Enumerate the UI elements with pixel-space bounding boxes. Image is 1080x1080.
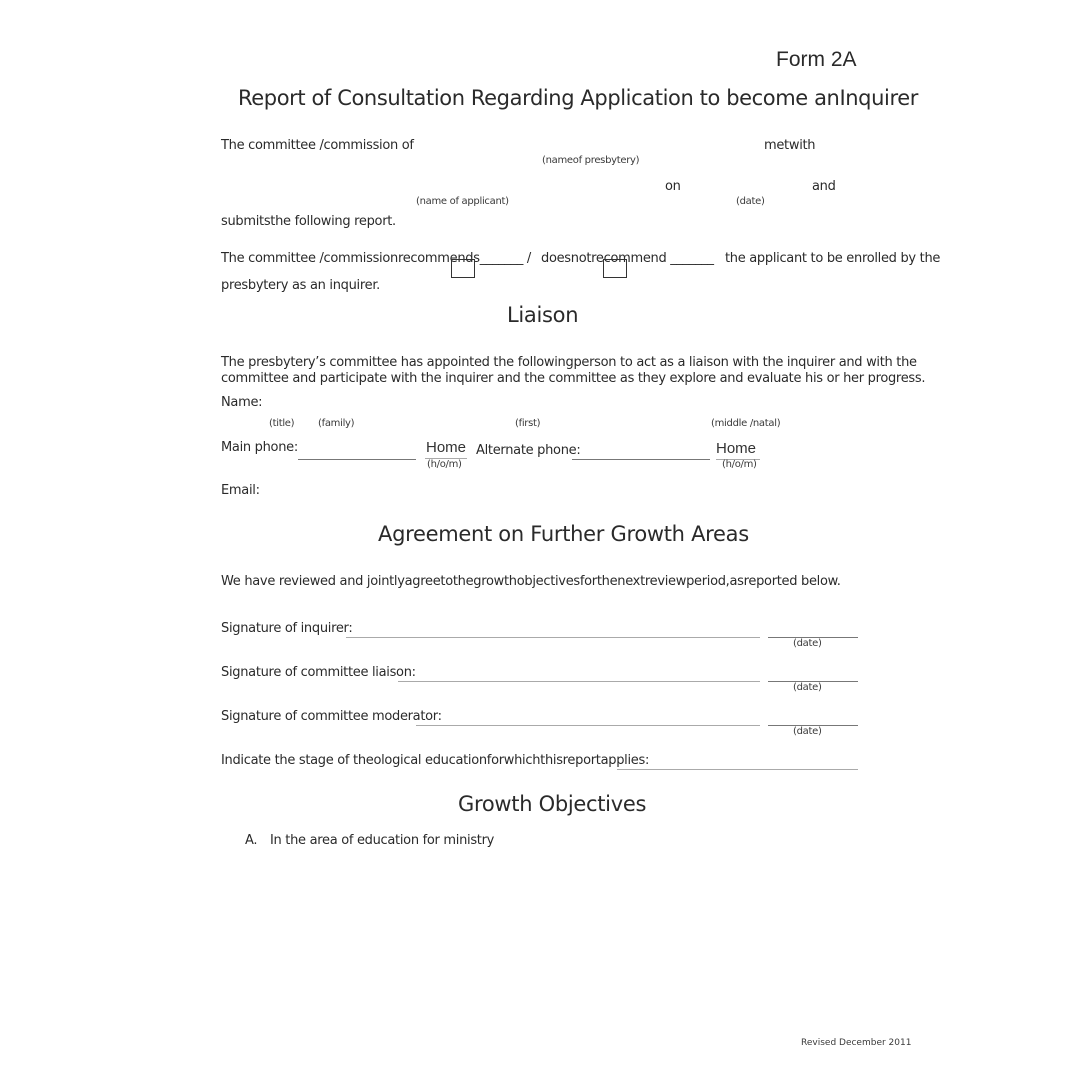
email-input[interactable] (266, 483, 856, 499)
form-id: Form 2A (776, 48, 857, 71)
recommend-suffix-text: the applicant to be enrolled by the (725, 251, 941, 266)
alt-phone-type-select[interactable]: Home (716, 440, 757, 457)
agreement-heading: Agreement on Further Growth Areas (378, 522, 749, 546)
main-phone-label: Main phone: (221, 440, 298, 455)
item-a-marker: A. (245, 833, 258, 848)
inquirer-signature-input[interactable] (346, 621, 760, 637)
liaison-paragraph-line1: The presbytery’s committee has appointed the followingperson to act as a liaison with the inquirer and with the (221, 355, 917, 370)
met-with-label: metwith (764, 138, 816, 153)
presbytery-hint: (nameof presbytery) (542, 155, 640, 166)
main-phone-type-select[interactable]: Home (426, 439, 467, 456)
on-label: on (665, 179, 681, 194)
alt-phone-input[interactable] (572, 442, 710, 458)
recommend-line2: presbytery as an inquirer. (221, 278, 380, 293)
moderator-signature-label: Signature of committee moderator: (221, 709, 442, 724)
and-label: and (812, 179, 836, 194)
submits-report-text: submitsthe following report. (221, 214, 396, 229)
first-hint: (first) (515, 418, 541, 429)
alt-phone-type-hint: (h/o/m) (722, 459, 757, 470)
liaison-paragraph (221, 355, 941, 387)
committee-line-prefix: The committee /commission of (221, 138, 414, 153)
liaison-date-input[interactable] (768, 665, 858, 681)
liaison-signature-line (398, 681, 760, 682)
moderator-date-hint: (date) (793, 726, 822, 737)
name-label: Name: (221, 395, 263, 410)
consultation-date-input[interactable] (690, 179, 805, 195)
middle-hint: (middle /natal) (711, 418, 781, 429)
recommends-text: The committee /commissionrecommends_______ / (221, 251, 532, 266)
item-a-text: In the area of education for ministry (270, 833, 495, 848)
inquirer-date-hint: (date) (793, 638, 822, 649)
main-phone-input[interactable] (298, 442, 416, 458)
liaison-date-hint: (date) (793, 682, 822, 693)
liaison-signature-label: Signature of committee liaison: (221, 665, 416, 680)
alt-phone-label: Alternate phone: (476, 443, 581, 458)
does-not-recommend-text: doesnotrecommend _______ (541, 251, 714, 266)
liaison-heading: Liaison (507, 303, 579, 327)
recommends-checkbox[interactable] (451, 259, 475, 278)
liaison-signature-input[interactable] (398, 665, 760, 681)
family-hint: (family) (318, 418, 355, 429)
liaison-paragraph-line2: committee and participate with the inquirer and the committee as they explore and evaluate his or her progress. (221, 371, 926, 386)
main-phone-underline (298, 459, 416, 460)
main-phone-type-hint: (h/o/m) (427, 459, 462, 470)
form-title: Report of Consultation Regarding Application to become anInquirer (238, 86, 918, 110)
date-hint: (date) (736, 196, 765, 207)
inquirer-date-input[interactable] (768, 621, 858, 637)
moderator-date-input[interactable] (768, 709, 858, 725)
alt-phone-underline (572, 459, 710, 460)
inquirer-signature-line (346, 637, 760, 638)
growth-heading: Growth Objectives (458, 792, 647, 816)
presbytery-name-input[interactable] (420, 138, 755, 154)
stage-label: Indicate the stage of theological educationforwhichthisreportapplies: (221, 753, 650, 768)
stage-line (617, 769, 858, 770)
title-hint: (title) (269, 418, 295, 429)
revised-footer: Revised December 2011 (801, 1038, 912, 1048)
applicant-hint: (name of applicant) (416, 196, 509, 207)
liaison-name-input[interactable] (268, 395, 858, 411)
email-label: Email: (221, 483, 260, 498)
moderator-signature-line (416, 725, 760, 726)
moderator-signature-input[interactable] (416, 709, 760, 725)
inquirer-signature-label: Signature of inquirer: (221, 621, 353, 636)
does-not-recommend-checkbox[interactable] (603, 259, 627, 278)
applicant-name-input[interactable] (221, 179, 656, 195)
stage-input[interactable] (617, 753, 858, 769)
agreement-statement: We have reviewed and jointlyagreetothegrowthobjectivesforthenextreviewperiod,asreported below. (221, 574, 841, 589)
